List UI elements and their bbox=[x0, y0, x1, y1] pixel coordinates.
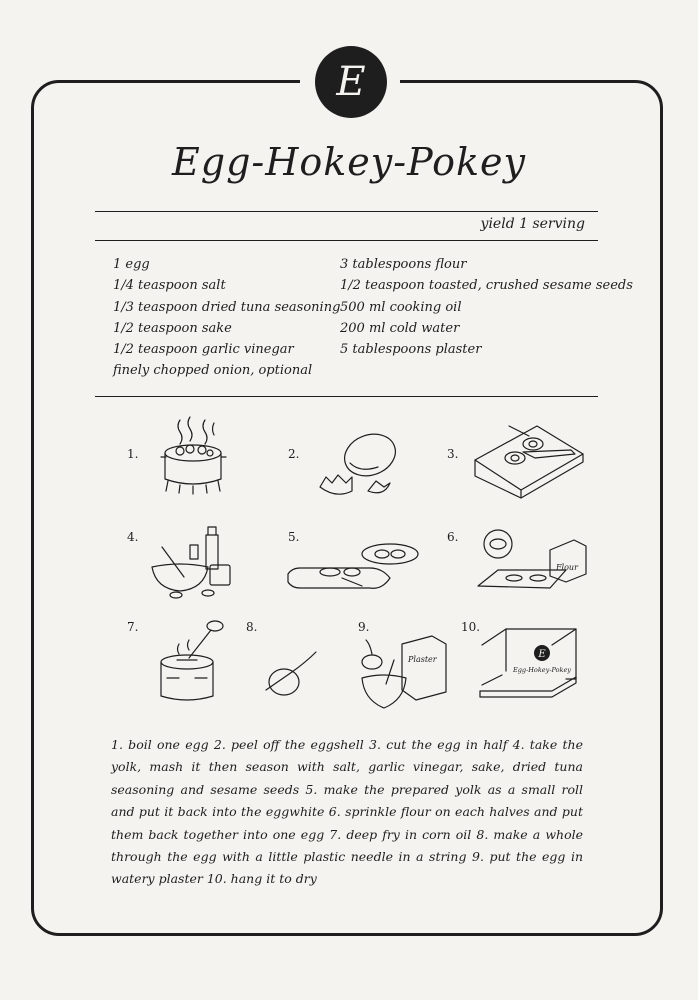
ingredient-item: 500 ml cooking oil bbox=[340, 299, 462, 315]
egg-white-roll-icon bbox=[286, 540, 421, 595]
ingredient-item: 200 ml cold water bbox=[340, 320, 460, 336]
recipe-title: Egg-Hokey-Pokey bbox=[172, 140, 526, 184]
mixing-bowl-icon bbox=[150, 525, 235, 603]
boiling-pot-icon bbox=[160, 415, 230, 495]
ingredient-item: 1/3 teaspoon dried tuna seasoning bbox=[113, 299, 341, 315]
hanging-stand-icon bbox=[478, 625, 580, 703]
step-number: 10. bbox=[461, 620, 481, 634]
step-number: 4. bbox=[127, 530, 139, 544]
ingredients-right bbox=[340, 254, 633, 360]
logo-badge bbox=[315, 46, 387, 118]
step-number: 7. bbox=[127, 620, 139, 634]
flour-label: Flour bbox=[556, 563, 578, 572]
divider-top bbox=[95, 211, 598, 212]
flour-tray-icon bbox=[474, 528, 592, 596]
plaster-bowl-icon bbox=[358, 630, 453, 715]
step-number: 2. bbox=[288, 447, 300, 461]
cracked-egg-icon bbox=[318, 425, 403, 505]
ingredient-item: 1/2 teaspoon garlic vinegar bbox=[113, 342, 294, 358]
stand-label: Egg-Hokey-Pokey bbox=[513, 666, 571, 674]
ingredient-item: 1/2 teaspoon sake bbox=[113, 320, 232, 336]
stand-logo-letter: E bbox=[538, 649, 546, 660]
ingredient-item: finely chopped onion, optional bbox=[113, 363, 313, 379]
logo-letter: E bbox=[336, 59, 366, 105]
divider-bottom bbox=[95, 396, 598, 397]
ingredient-item: 1 egg bbox=[113, 257, 150, 272]
ingredient-item: 3 tablespoons flour bbox=[340, 257, 467, 272]
ingredients-left bbox=[113, 254, 340, 382]
instructions-text: 1. boil one egg 2. peel off the eggshell 3. cut the egg in half 4. take the yolk, mash it then season with salt, garlic vinegar, sake, dried tuna seasoning and sesame seeds 5. make the prepared yolk as a small roll and put it back into the eggwhite 6. sprinkle flour on each halves and put them back together into one egg 7. deep fry in corn oil 8. make a whole through the egg with a little plastic needle in a string 9. put the egg in watery plaster 10. hang it to dry bbox=[111, 737, 583, 887]
step-number: 3. bbox=[447, 447, 459, 461]
deep-fry-pot-icon bbox=[155, 618, 230, 708]
ingredient-item: 5 tablespoons plaster bbox=[340, 342, 482, 358]
step-number: 9. bbox=[358, 620, 370, 634]
cutting-board-egg-icon bbox=[473, 422, 588, 500]
ingredient-item: 1/4 teaspoon salt bbox=[113, 278, 226, 294]
plaster-label: Plaster bbox=[408, 655, 437, 664]
step-number: 5. bbox=[288, 530, 300, 544]
yield-text: yield 1 serving bbox=[480, 216, 585, 232]
step-number: 1. bbox=[127, 447, 139, 461]
needle-egg-icon bbox=[262, 650, 322, 700]
divider-yield bbox=[95, 240, 598, 241]
ingredient-item: 1/2 teaspoon toasted, crushed sesame seeds bbox=[340, 278, 633, 294]
step-number: 6. bbox=[447, 530, 459, 544]
step-number: 8. bbox=[246, 620, 258, 634]
